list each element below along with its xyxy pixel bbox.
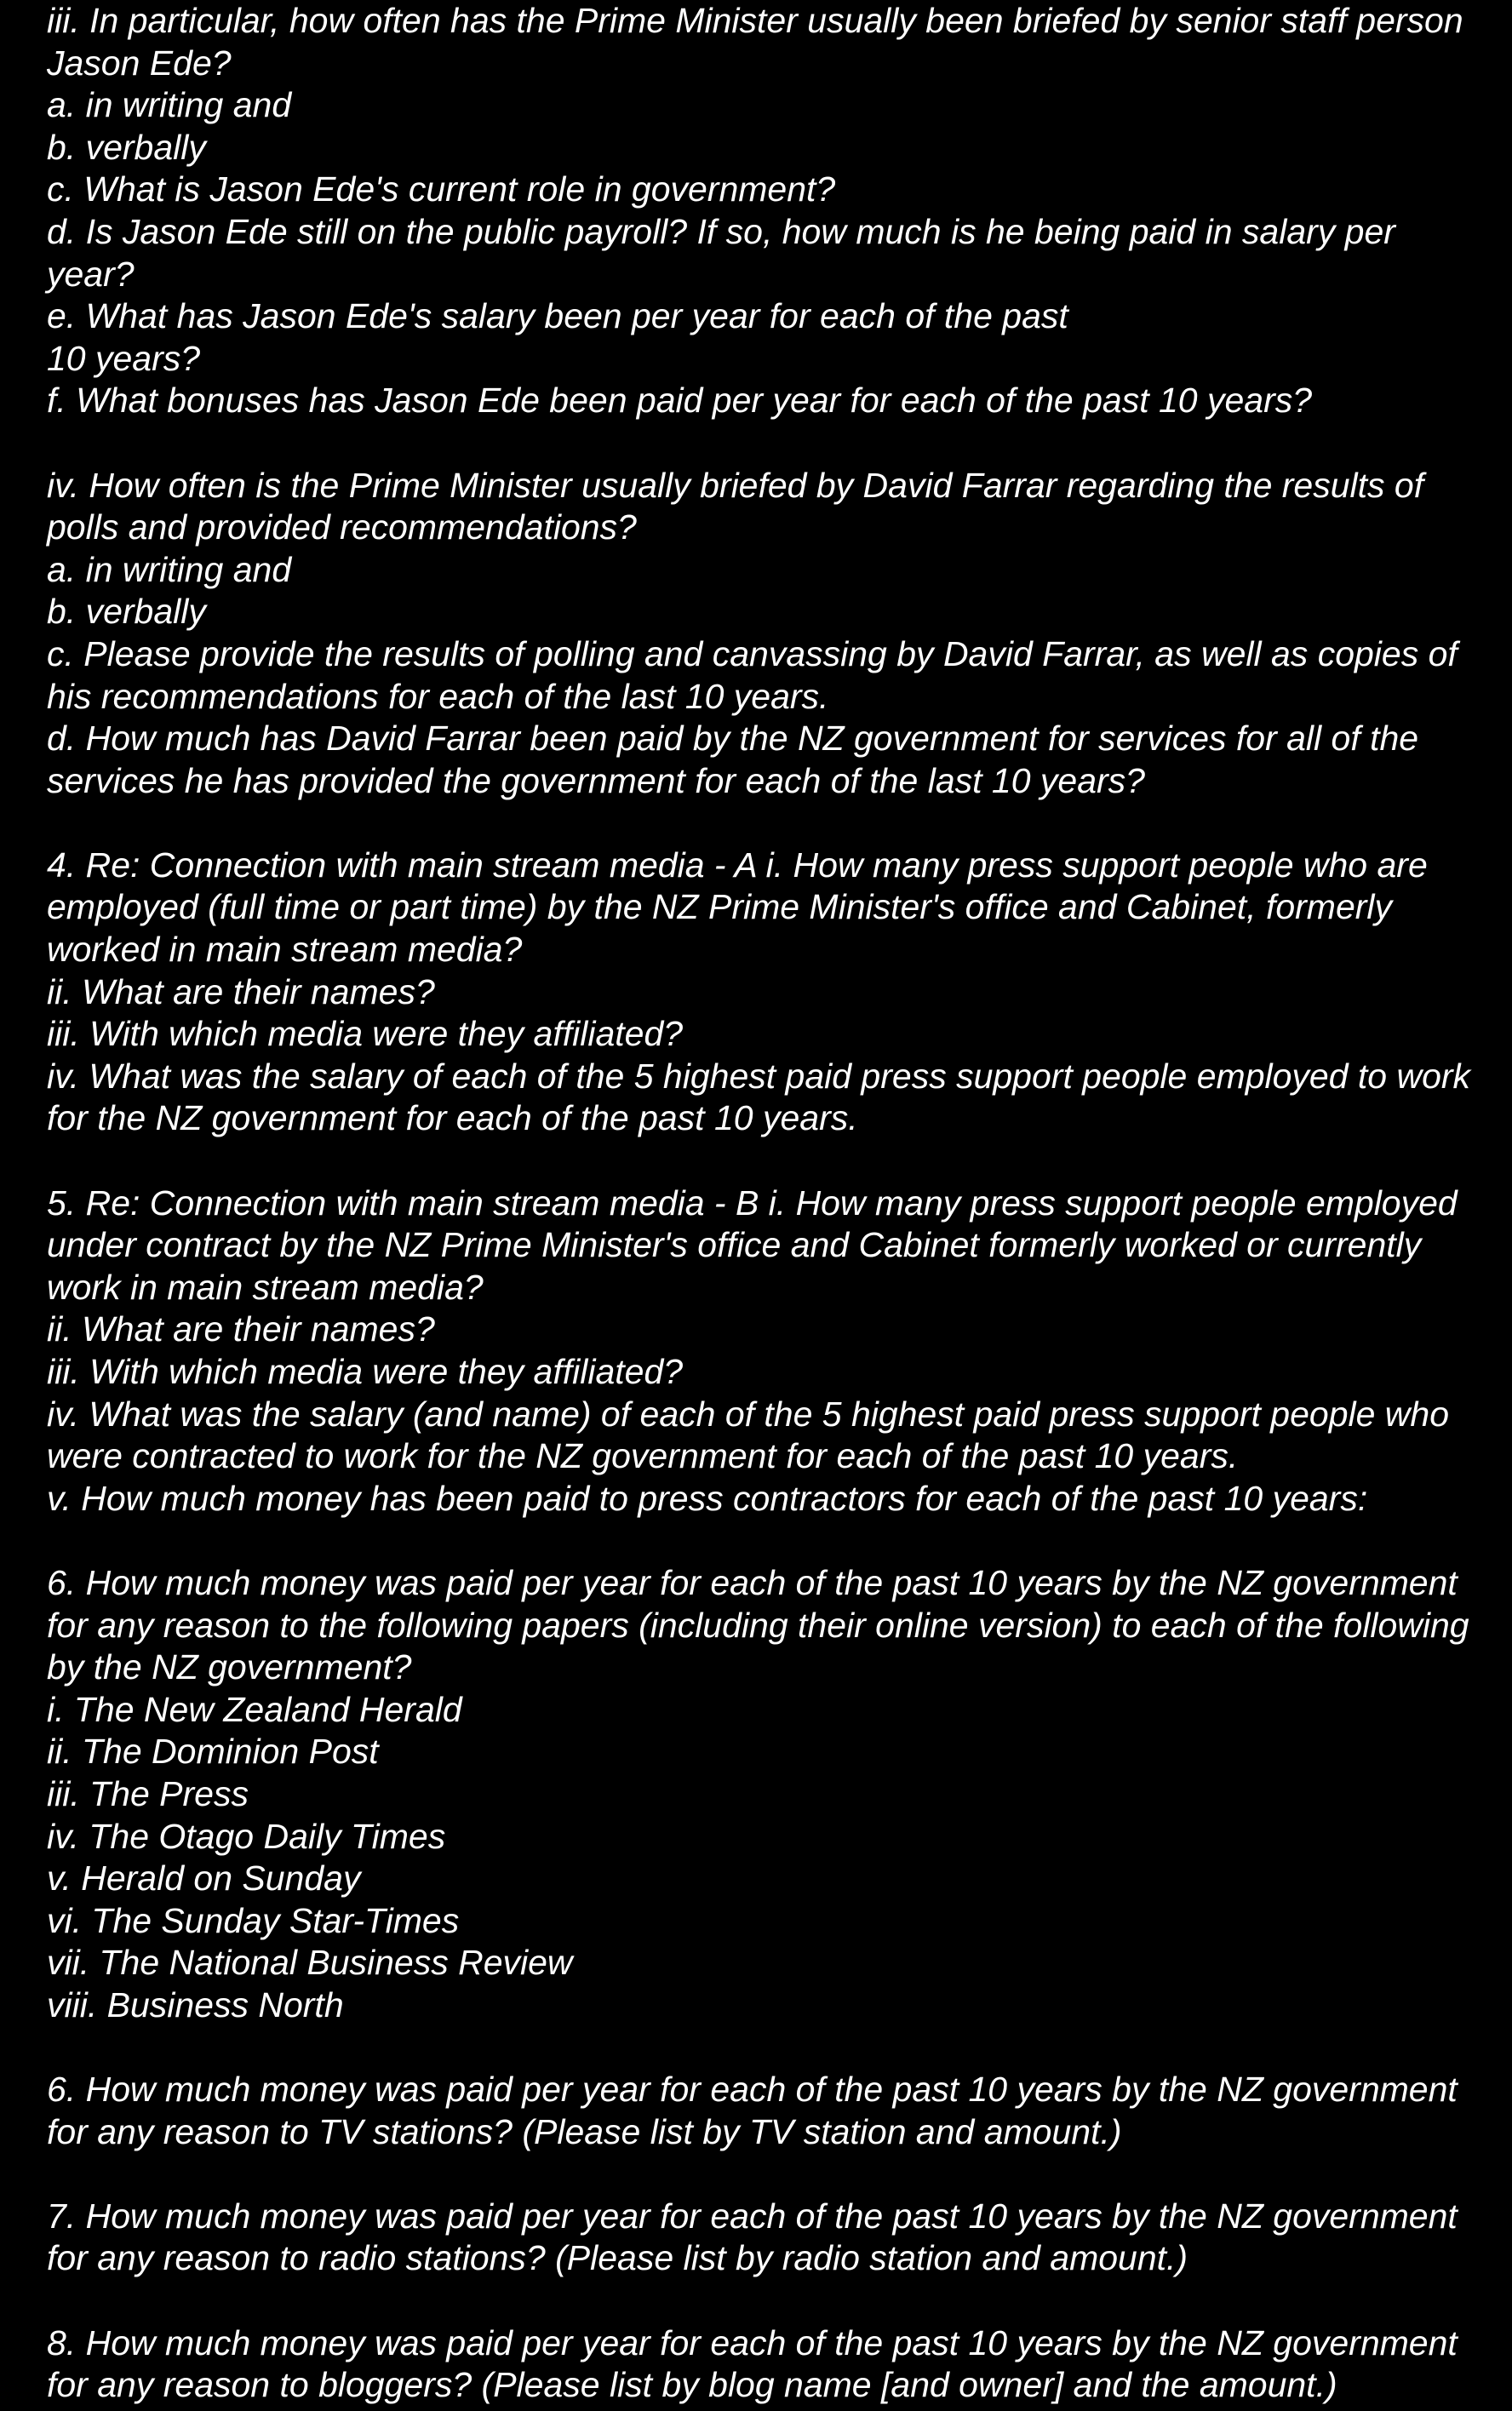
text-line: iv. What was the salary (and name) of each of the 5 highest paid press support people who xyxy=(47,1394,1450,1434)
text-line: for any reason to radio stations? (Please list by radio station and amount.) xyxy=(47,2238,1188,2278)
text-line: a. in writing and xyxy=(47,549,292,589)
text-line: for any reason to bloggers? (Please list by blog name [and owner] and the amount.) xyxy=(47,2365,1337,2405)
text-line: work in main stream media? xyxy=(47,1267,484,1307)
text-line: worked in main stream media? xyxy=(47,930,523,970)
text-line: a. in writing and xyxy=(47,85,292,125)
text-line: were contracted to work for the NZ government for each of the past 10 years. xyxy=(47,1436,1239,1476)
text-line: 7. How much money was paid per year for each of the past 10 years by the NZ government xyxy=(47,2196,1458,2236)
text-line: for any reason to the following papers (including their online version) to each of the following xyxy=(47,1605,1469,1645)
text-line: 6. How much money was paid per year for each of the past 10 years by the NZ government xyxy=(47,1562,1458,1602)
text-line: c. What is Jason Ede's current role in government? xyxy=(47,169,836,209)
text-line: vi. The Sunday Star-Times xyxy=(47,1900,460,1940)
text-line: i. The New Zealand Herald xyxy=(47,1689,462,1729)
text-line: iii. The Press xyxy=(47,1773,249,1813)
text-line: ii. The Dominion Post xyxy=(47,1732,379,1772)
paragraph-gap xyxy=(47,1140,1502,1183)
text-line: viii. Business North xyxy=(47,1984,344,2024)
text-line: v. How much money has been paid to press contractors for each of the past 10 years: xyxy=(47,1478,1368,1518)
text-line: by the NZ government? xyxy=(47,1647,412,1687)
text-line: Jason Ede? xyxy=(47,43,232,83)
text-line: iv. What was the salary of each of the 5 highest paid press support people employed to work xyxy=(47,1056,1471,1096)
paragraph-gap xyxy=(47,422,1502,465)
text-line: b. verbally xyxy=(47,127,206,167)
text-line: e. What has Jason Ede's salary been per year for each of the past xyxy=(47,296,1068,336)
text-line: vii. The National Business Review xyxy=(47,1943,573,1983)
text-line: 4. Re: Connection with main stream media - A i. How many press support people who are xyxy=(47,845,1428,885)
text-line: under contract by the NZ Prime Minister's office and Cabinet formerly worked or currently xyxy=(47,1225,1422,1265)
text-line: ii. What are their names? xyxy=(47,971,435,1011)
text-line: for any reason to TV stations? (Please list by TV station and amount.) xyxy=(47,2111,1122,2151)
text-line: employed (full time or part time) by the NZ Prime Minister's office and Cabinet, formerly xyxy=(47,887,1393,927)
paragraph-gap xyxy=(47,1520,1502,1562)
text-line: ii. What are their names? xyxy=(47,1309,435,1349)
text-line: d. How much has David Farrar been paid by the NZ government for services for all of the xyxy=(47,719,1419,759)
text-line: v. Herald on Sunday xyxy=(47,1858,361,1898)
text-line: 6. How much money was paid per year for each of the past 10 years by the NZ government xyxy=(47,2070,1458,2110)
text-line: his recommendations for each of the last 10 years. xyxy=(47,676,829,716)
text-line: 8. How much money was paid per year for each of the past 10 years by the NZ government xyxy=(47,2322,1458,2362)
text-line: iii. In particular, how often has the Prime Minister usually been briefed by senior staff person xyxy=(47,1,1463,40)
text-line: year? xyxy=(47,254,135,294)
text-line: c. Please provide the results of polling and canvassing by David Farrar, as well as copies of xyxy=(47,633,1458,673)
text-line: iii. With which media were they affiliated? xyxy=(47,1352,684,1391)
text-line: iv. The Otago Daily Times xyxy=(47,1816,446,1856)
paragraph-gap xyxy=(47,2027,1502,2070)
paragraph-gap xyxy=(47,2280,1502,2322)
text-line: d. Is Jason Ede still on the public payroll? If so, how much is he being paid in salary per xyxy=(47,211,1395,251)
text-line: 10 years? xyxy=(47,338,201,378)
text-line: services he has provided the government for each of the last 10 years? xyxy=(47,760,1145,800)
text-line: iii. With which media were they affiliated? xyxy=(47,1014,684,1054)
paragraph-gap xyxy=(47,2153,1502,2196)
text-line: 5. Re: Connection with main stream media - B i. How many press support people employed xyxy=(47,1183,1458,1223)
text-line: iv. How often is the Prime Minister usually briefed by David Farrar regarding the results of xyxy=(47,465,1424,505)
text-line: for the NZ government for each of the past 10 years. xyxy=(47,1098,858,1138)
text-line: b. verbally xyxy=(47,592,206,632)
paragraph-gap xyxy=(47,802,1502,845)
text-line: polls and provided recommendations? xyxy=(47,507,637,547)
text-line: f. What bonuses has Jason Ede been paid per year for each of the past 10 years? xyxy=(47,381,1313,421)
